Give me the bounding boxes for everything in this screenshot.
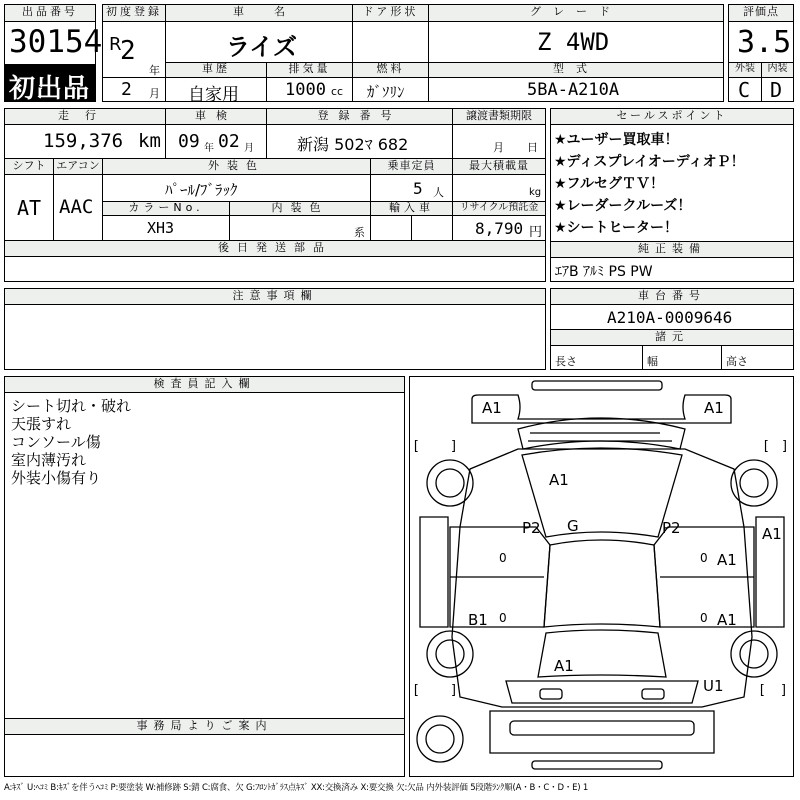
car-name: ライズ: [226, 33, 298, 61]
inspector-line-2: 天張すれ: [11, 415, 72, 433]
interior-grade: D: [770, 78, 783, 102]
sales-points-box: [550, 124, 794, 242]
first-listing-badge: [4, 64, 96, 102]
transfer-day: 日: [527, 141, 538, 154]
car-outline-diagram: [410, 377, 793, 776]
mileage-unit: km: [138, 130, 161, 152]
inspector-line-1: シート切れ・破れ: [11, 397, 132, 415]
first-reg-year: 2: [120, 36, 136, 66]
inspection-label: 車検: [165, 108, 267, 125]
damage-p2-right: P2: [662, 519, 681, 537]
mileage-label: 走行: [4, 108, 166, 125]
first-listing-text: 初出品: [9, 74, 91, 104]
shift-label: シフト: [4, 158, 54, 175]
score: 3.5: [737, 25, 792, 60]
damage-a1-right-fender: A1: [762, 525, 782, 543]
ext-color-cell: [102, 174, 371, 202]
first-reg-label: 初度登録: [102, 4, 166, 22]
chassis-label: 車台番号: [550, 288, 794, 305]
damage-b1-left-rear: B1: [468, 611, 488, 629]
first-reg-month-cell: [102, 77, 166, 102]
damage-zero-3: 0: [499, 611, 507, 625]
ac: AAC: [59, 196, 94, 218]
door-label: ドア形状: [352, 4, 429, 22]
damage-zero-1: 0: [499, 551, 507, 565]
exterior-cell: [728, 77, 762, 102]
bracket-left-bottom: [: [412, 683, 420, 698]
mileage-cell: [4, 124, 166, 159]
car-name-cell: [165, 21, 353, 63]
model: 5BA-A210A: [527, 80, 620, 100]
sales-point-3: ★フルセグＴＶ！: [554, 176, 664, 192]
fuel-label: 燃料: [352, 62, 429, 78]
notes-label: 注意事項欄: [4, 288, 546, 305]
inspector-line-5: 外装小傷有り: [11, 469, 102, 487]
damage-zero-4: 0: [700, 611, 708, 625]
damage-a1-hood: A1: [549, 471, 569, 489]
equipment-label: 純正装備: [550, 241, 794, 258]
fuel: ｶﾞｿﾘﾝ: [367, 83, 405, 101]
chassis-number: A210A-0009646: [607, 308, 733, 327]
length-cell: [550, 345, 643, 370]
damage-a1-front-right: A1: [704, 399, 724, 417]
later-parts-cell: [4, 256, 546, 282]
height-cell: [721, 345, 794, 370]
mileage: 159,376: [43, 130, 124, 152]
displacement-unit: cc: [331, 85, 344, 98]
inspector-line-4: 室内薄汚れ: [11, 451, 87, 469]
notes-box: [4, 304, 546, 370]
import-cell: [370, 215, 412, 241]
capacity: 5: [413, 179, 423, 198]
transfer-month: 月: [493, 141, 504, 154]
ext-color: ﾊﾟｰﾙ/ﾌﾞﾗｯｸ: [165, 181, 238, 199]
displacement: 1000: [285, 80, 326, 100]
score-cell: [728, 21, 794, 63]
bracket-right-top-r: ]: [781, 439, 789, 454]
sales-point-5: ★シートヒーター！: [554, 220, 678, 236]
inspection-month: 02: [218, 131, 240, 152]
fuel-cell: [352, 77, 429, 102]
load-label: 最大積載量: [452, 158, 546, 175]
capacity-unit: 人: [433, 186, 444, 199]
damage-legend: A:ｷｽﾞ U:ﾍｺﾐ B:ｷｽﾞを伴うﾍｺﾐ P:要塗装 W:補修跡 S:錆 C:腐食、欠 G:ﾌﾛﾝﾄｶﾞﾗｽ点ｷｽﾞ XX:交換済み X:要交換 欠:欠品 内外装評価 5段階ﾗﾝｸ順(A・B・C・D・E) 1: [4, 783, 589, 793]
interior-label: 内装: [761, 62, 794, 78]
inspection-year-unit: 年: [204, 143, 214, 154]
grade-label: グレード: [428, 4, 724, 22]
exterior-grade: C: [738, 78, 751, 102]
ac-cell: [53, 174, 103, 241]
int-color-unit: 系: [354, 226, 365, 239]
load-cell: [452, 174, 546, 202]
damage-a1-trunk: A1: [554, 657, 574, 675]
inspector-box: [4, 392, 405, 719]
history-label: 車歴: [165, 62, 267, 78]
inspection-year: 09: [178, 131, 200, 152]
first-reg-month: 2: [121, 79, 132, 100]
color-no: XH3: [147, 219, 175, 237]
first-reg-year-cell: [102, 21, 166, 78]
height-label: 高さ: [726, 355, 748, 368]
load-unit: kg: [529, 187, 542, 198]
exterior-label: 外装: [728, 62, 762, 78]
width-cell: [642, 345, 722, 370]
displacement-cell: [266, 77, 353, 102]
grade-cell: [428, 21, 724, 63]
reg-no-cell: [266, 124, 453, 159]
damage-a1-right-rear-door: A1: [717, 611, 737, 629]
model-label: 型式: [428, 62, 724, 78]
reg-no: 新潟 502ﾏ 682: [297, 135, 409, 154]
bracket-left-top: [: [412, 439, 420, 454]
bracket-right-bottom-r: ]: [780, 683, 788, 698]
era-letter: R: [109, 34, 122, 55]
damage-p2-left: P2: [522, 519, 541, 537]
sales-points-label: セールスポイント: [550, 108, 794, 125]
color-no-label: カラーNo.: [102, 201, 230, 216]
capacity-cell: [370, 174, 453, 202]
damage-zero-2: 0: [700, 551, 708, 565]
displacement-label: 排気量: [266, 62, 353, 78]
damage-a1-right-door: A1: [717, 551, 737, 569]
ext-color-label: 外装色: [102, 158, 371, 175]
recycle-cell: [452, 215, 546, 241]
lot-number: 30154: [9, 24, 103, 60]
shift-cell: [4, 174, 54, 241]
damage-a1-front-left: A1: [482, 399, 502, 417]
import-cell-2: [411, 215, 453, 241]
inspection-cell: [165, 124, 267, 159]
month-unit: 月: [149, 87, 160, 100]
import-label: 輸入車: [370, 201, 453, 216]
car-diagram: [409, 376, 794, 777]
interior-cell: [761, 77, 794, 102]
recycle-label: リサイクル預託金: [452, 201, 546, 216]
transfer-label: 譲渡書類期限: [452, 108, 546, 125]
recycle-unit: 円: [529, 225, 543, 240]
later-parts-label: 後日発送部品: [4, 240, 546, 257]
equipment: ｴｱB ｱﾙﾐ PS PW: [555, 264, 653, 280]
inspector-line-3: コンソール傷: [11, 433, 101, 451]
int-color-label: 内装色: [229, 201, 371, 216]
width-label: 幅: [647, 355, 658, 368]
color-no-cell: [102, 215, 230, 241]
history-cell: [165, 77, 267, 105]
sales-point-4: ★レーダークルーズ！: [554, 198, 692, 214]
ac-label: エアコン: [53, 158, 103, 175]
history: 自家用: [188, 85, 239, 105]
year-unit: 年: [149, 64, 160, 77]
length-label: 長さ: [555, 355, 577, 368]
equipment-cell: [550, 257, 794, 282]
inspector-label: 検査員記入欄: [4, 376, 405, 393]
bracket-right-bottom: ]: [450, 683, 458, 698]
chassis-cell: [550, 304, 794, 330]
reg-no-label: 登録番号: [266, 108, 453, 125]
office-box: [4, 734, 405, 777]
bracket-left-top-r: [: [762, 439, 770, 454]
score-label: 評価点: [728, 4, 794, 22]
bracket-left-bottom-r: [: [758, 683, 766, 698]
inspection-month-unit: 月: [244, 143, 254, 154]
door-cell: [352, 21, 429, 63]
car-name-label: 車名: [165, 4, 353, 22]
sales-point-1: ★ユーザー買取車！: [554, 132, 679, 148]
transfer-cell: [452, 124, 546, 159]
damage-u1-rear-right: U1: [703, 677, 724, 695]
office-label: 事務局よりご案内: [4, 718, 405, 735]
sales-point-2: ★ディスプレイオーディオＰ！: [554, 154, 745, 170]
capacity-label: 乗車定員: [370, 158, 453, 175]
int-color-cell: [229, 215, 371, 241]
specs-label: 諸元: [550, 329, 794, 346]
lot-number-label: 出品番号: [4, 4, 96, 22]
recycle: 8,790: [475, 219, 524, 238]
model-cell: [428, 77, 724, 102]
damage-g-windshield: G: [567, 517, 579, 535]
shift: AT: [17, 196, 42, 220]
lot-number-cell: [4, 21, 103, 65]
bracket-right-top: ]: [450, 439, 458, 454]
grade: Z 4WD: [537, 28, 610, 56]
